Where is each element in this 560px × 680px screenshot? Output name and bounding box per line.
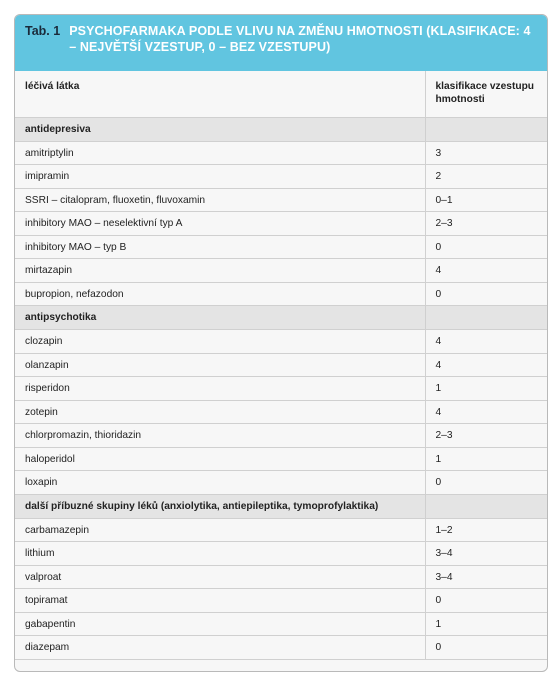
table-row [15,377,547,401]
column-header-drug: léčivá látka [15,71,425,117]
table-row [15,518,547,542]
classification-cell: 3–4 [425,565,547,589]
classification-cell: 0 [425,636,547,660]
column-header-classification: klasifikace vzestupu hmotnosti [425,71,547,117]
drug-name-cell: loxapin [15,471,425,495]
table-frame [14,14,548,672]
drug-name-cell: lithium [15,542,425,566]
drug-name-cell: mirtazapin [15,259,425,283]
section-title: antipsychotika [15,306,425,330]
drug-name-cell: clozapin [15,330,425,354]
table-number: Tab. 1 [25,24,61,38]
table-row [15,235,547,259]
classification-cell: 0 [425,589,547,613]
classification-cell: 1 [425,447,547,471]
classification-cell: 4 [425,400,547,424]
classification-cell: 0 [425,235,547,259]
classification-cell: 0 [425,471,547,495]
table-row [15,542,547,566]
table-title-bar [15,15,547,71]
table-row [15,565,547,589]
table-row [15,636,547,660]
classification-cell: 3–4 [425,542,547,566]
classification-cell: 3 [425,141,547,165]
section-empty-cell [425,117,547,141]
section-row [15,494,547,518]
table-row [15,330,547,354]
table-row [15,188,547,212]
drug-name-cell: zotepin [15,400,425,424]
table-row [15,259,547,283]
drug-name-cell: olanzapin [15,353,425,377]
classification-cell: 2–3 [425,424,547,448]
classification-cell: 4 [425,353,547,377]
table-row [15,424,547,448]
table-row [15,212,547,236]
table-row [15,400,547,424]
section-row [15,306,547,330]
section-row [15,117,547,141]
classification-cell: 1 [425,377,547,401]
classification-cell: 2 [425,165,547,189]
drug-name-cell: amitriptylin [15,141,425,165]
classification-cell: 1–2 [425,518,547,542]
classification-cell: 2–3 [425,212,547,236]
drug-table [15,71,547,660]
classification-cell: 4 [425,330,547,354]
section-empty-cell [425,494,547,518]
drug-name-cell: risperidon [15,377,425,401]
header-row [15,71,547,117]
section-empty-cell [425,306,547,330]
drug-name-cell: haloperidol [15,447,425,471]
drug-name-cell: inhibitory MAO – neselektivní typ A [15,212,425,236]
classification-cell: 4 [425,259,547,283]
table-row [15,282,547,306]
drug-name-cell: topiramat [15,589,425,613]
section-title: antidepresiva [15,117,425,141]
drug-name-cell: carbamazepin [15,518,425,542]
table-title: PSYCHOFARMAKA PODLE VLIVU NA ZMĚNU HMOTNOSTI (KLASIFIKACE: 4 – NEJVĚTŠÍ VZESTUP, 0 – BEZ VZESTUPU) [69,24,531,54]
classification-cell: 1 [425,612,547,636]
drug-name-cell: chlorpromazin, thioridazin [15,424,425,448]
table-row [15,141,547,165]
table-row [15,165,547,189]
drug-name-cell: bupropion, nefazodon [15,282,425,306]
table-row [15,612,547,636]
drug-name-cell: inhibitory MAO – typ B [15,235,425,259]
table-row [15,353,547,377]
drug-name-cell: SSRI – citalopram, fluoxetin, fluvoxamin [15,188,425,212]
table-body [15,117,547,659]
drug-name-cell: imipramin [15,165,425,189]
drug-name-cell: diazepam [15,636,425,660]
table-row [15,589,547,613]
drug-name-cell: gabapentin [15,612,425,636]
section-title: další příbuzné skupiny léků (anxiolytika, antiepileptika, tymoprofylaktika) [15,494,425,518]
classification-cell: 0 [425,282,547,306]
table-row [15,447,547,471]
drug-name-cell: valproat [15,565,425,589]
table-row [15,471,547,495]
classification-cell: 0–1 [425,188,547,212]
